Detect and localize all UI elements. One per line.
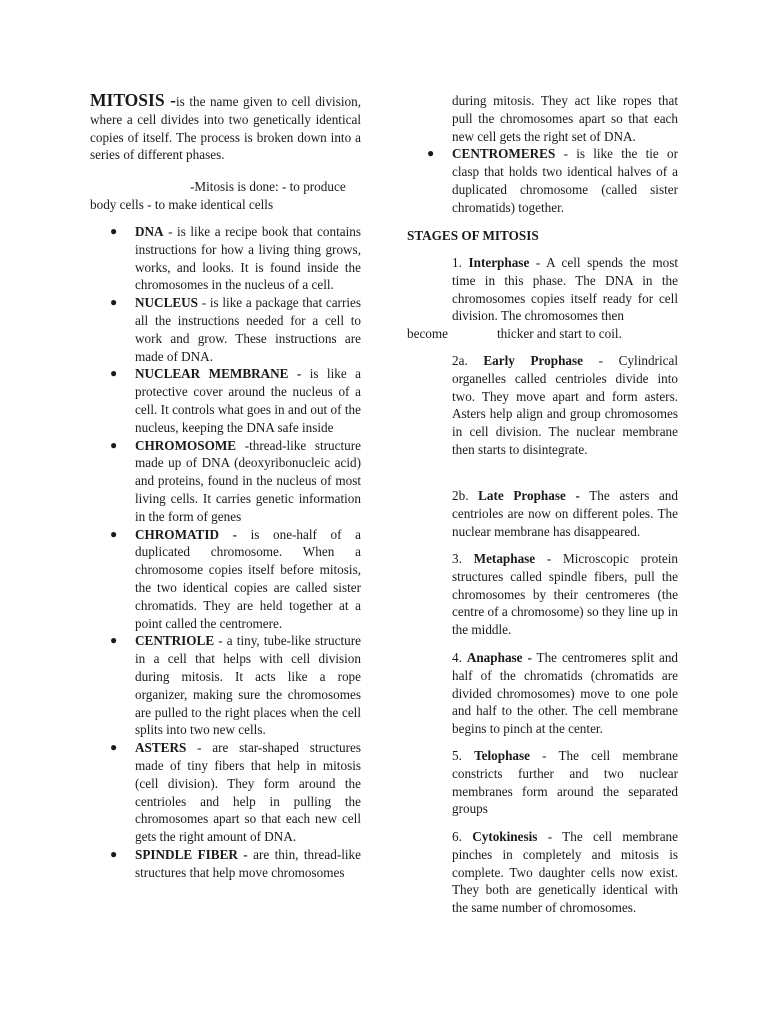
stage-name: Late Prophase -	[478, 488, 580, 503]
terms-list	[90, 223, 361, 881]
list-item	[90, 294, 361, 365]
spindle-fiber-continuation: during mitosis. They act like ropes that pull the chromosomes apart so that each new cell gets the right set of DNA.	[452, 93, 678, 144]
term-name: SPINDLE FIBER -	[135, 846, 248, 862]
term-definition: - is like the tie or clasp that holds two identical halves of a duplicated chromosome (called sister chromatids) together.	[452, 146, 678, 215]
purpose-line-1: -Mitosis is done: - to produce	[190, 179, 346, 194]
stage-paragraph: 2a. Early Prophase - Cylindrical organelles called centrioles divide into two. They move apart and form asters. Asters help align and group chromosomes in cell division. The nuclear membrane then starts to disintegrate.	[452, 353, 678, 457]
term-name: ASTERS	[135, 740, 187, 756]
term-name: CHROMOSOME	[135, 437, 237, 453]
term-definition: is one-half of a duplicated chromosome. When a chromosome copies itself before mitosis, the two identical copies are called sister chromatids. They are held together at a point called the centromere.	[135, 526, 361, 631]
term-name: DNA	[135, 224, 164, 239]
list-item	[90, 632, 361, 739]
stage-name: Metaphase	[473, 551, 536, 566]
list-item	[90, 223, 361, 294]
stage-name: Telophase	[474, 748, 531, 763]
bullet-icon: ●	[110, 846, 118, 861]
list-item	[90, 846, 361, 882]
bullet-icon: ●	[110, 437, 118, 452]
term-name: CENTROMERES	[452, 146, 556, 162]
stage-paragraph: 4. Anaphase - The centromeres split and half of the chromatids (chromatids are divided chromosomes) move to one pole and half to the other. The cell membrane begins to pinch at the center.	[452, 650, 679, 737]
bullet-icon: ●	[110, 295, 118, 310]
stage-tail-line: become thicker and start to coil.	[407, 326, 622, 341]
terms-list-continued	[407, 92, 678, 217]
bullet-icon: ●	[110, 366, 118, 381]
term-name: CHROMATID -	[135, 526, 237, 542]
stage-paragraph: 1. Interphase - A cell spends the most time in this phase. The DNA in the chromosomes copies itself ready for cell division. The chromosomes then	[452, 255, 678, 324]
term-definition: - is like a package that carries all the instructions needed for a cell to work and grow. These instructions are made of DNA.	[135, 295, 361, 364]
bullet-icon: ●	[427, 146, 435, 161]
stage-name: Early Prophase	[483, 353, 584, 368]
intro-text: is the name given to cell division, where a cell divides into two genetically identical copies of itself. The process is broken down into a series of different phases.	[90, 94, 361, 163]
term-name: CENTRIOLE	[135, 633, 215, 649]
purpose-line-2: body cells - to make identical cells	[90, 197, 274, 212]
document-title: MITOSIS -	[90, 90, 176, 110]
bullet-icon: ●	[110, 224, 118, 238]
stage-paragraph: 5. Telophase - The cell membrane constricts further and two nuclear membranes form around the separated groups	[452, 748, 678, 817]
bullet-icon: ●	[110, 526, 118, 541]
stage-paragraph: 3. Metaphase - Microscopic protein structures called spindle fibers, pull the chromosomes by their centromeres (the centre of a chromosome) so they line up in the middle.	[452, 551, 679, 638]
term-definition: -thread-like structure made up of DNA (deoxyribonucleic acid) and proteins, found in the nucleus of most living cells. It carries genetic information in the form of genes	[135, 437, 361, 524]
term-definition: - is like a recipe book that contains instructions for how a living thing grows, works, and looks. It is found inside the chromosomes in the nucleus of a cell.	[135, 224, 361, 293]
stages-heading: STAGES OF MITOSIS	[407, 228, 539, 243]
term-name: NUCLEAR MEMBRANE -	[135, 366, 302, 382]
term-definition: is like a protective cover around the nucleus of a cell. It controls what goes in and out of the nucleus, keeping the DNA safe inside	[135, 366, 361, 435]
term-definition: are thin, thread-like structures that help move chromosomes	[135, 846, 361, 880]
list-item	[90, 739, 361, 846]
stage-name: Anaphase -	[466, 650, 532, 665]
bullet-icon: ●	[110, 740, 118, 755]
stage-paragraph: 2b. Late Prophase - The asters and centrioles are now on different poles. The nuclear membrane has disappeared.	[452, 488, 678, 539]
intro-paragraph	[90, 92, 361, 164]
stage-paragraph: 6. Cytokinesis - The cell membrane pinches in completely and mitosis is complete. Two daughter cells now exist. They both are genetically identical with the same number of chromosomes.	[452, 829, 678, 916]
list-item	[407, 145, 678, 216]
term-name: NUCLEUS	[135, 295, 199, 311]
list-item	[90, 365, 361, 436]
list-item-continuation	[407, 92, 678, 145]
list-item	[90, 437, 361, 526]
stage-name: Interphase	[468, 255, 530, 270]
term-definition: - a tiny, tube-like structure in a cell that helps with cell division during mitosis. It acts like a rope organizer, making sure the chromosomes are pulled to the right places when the cell splits into two new cells.	[135, 633, 361, 738]
bullet-icon: ●	[110, 633, 118, 648]
term-definition: - are star-shaped structures made of tiny fibers that help in mitosis (cell division). They form around the centrioles and help in pulling the chromosomes apart so that each new cell gets the right amount of DNA.	[135, 740, 361, 845]
stage-name: Cytokinesis	[472, 829, 538, 844]
list-item	[90, 526, 361, 633]
